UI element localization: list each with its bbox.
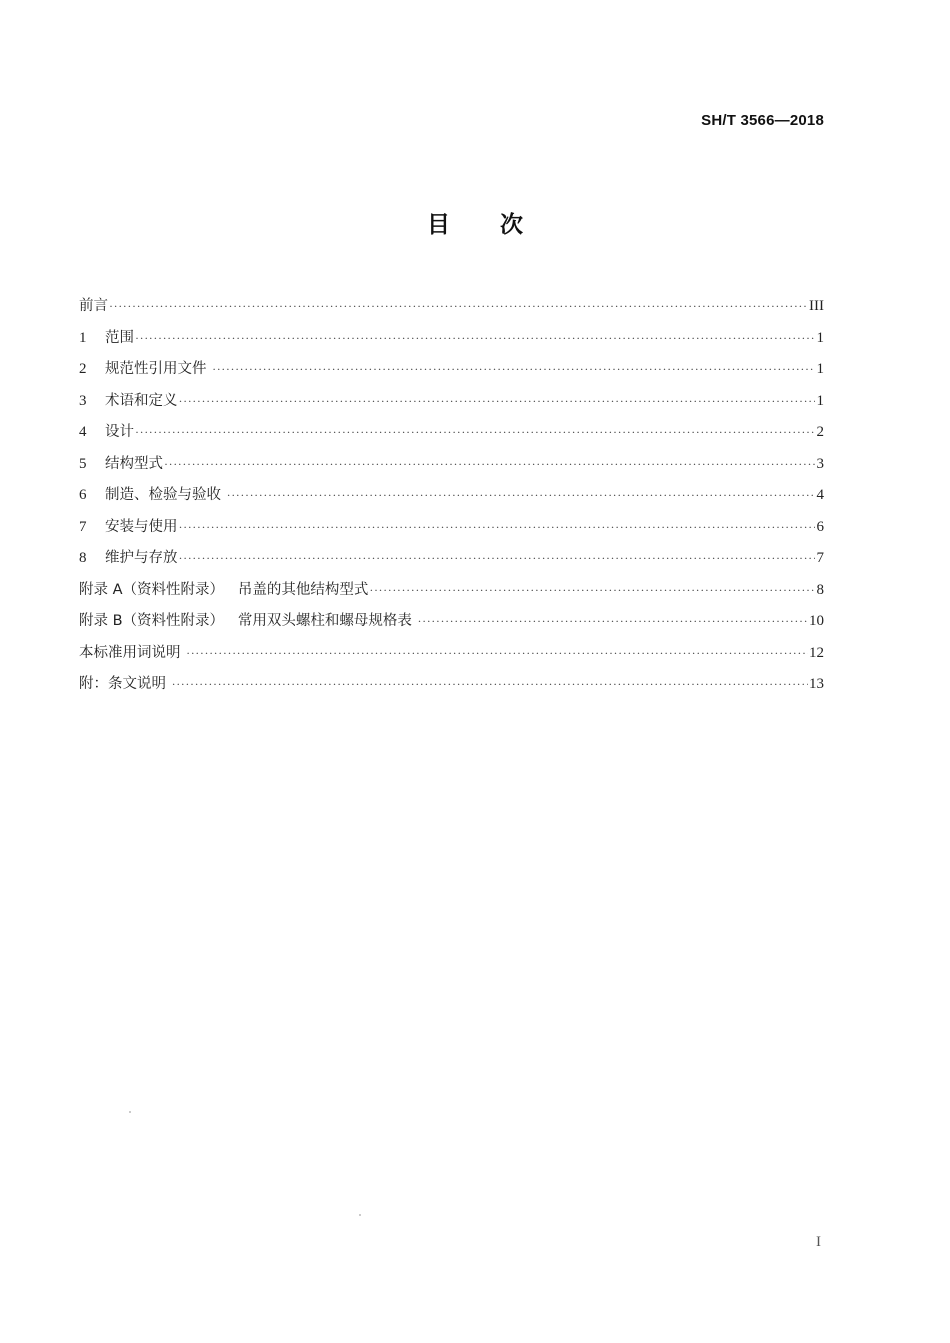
toc-num: 5 — [79, 455, 87, 472]
toc-page: 1 — [816, 361, 824, 377]
toc-num: 7 — [79, 518, 87, 535]
toc-label: 制造、检验与验收 — [105, 487, 226, 503]
toc-entry-foreword[interactable] — [79, 294, 824, 326]
toc-leader-dots — [369, 583, 815, 598]
toc-leader-dots — [179, 520, 816, 535]
toc-label: 附：条文说明 — [79, 676, 171, 692]
toc-entry-structure[interactable] — [79, 452, 824, 484]
toc-page: 7 — [816, 550, 824, 566]
toc-page: 4 — [816, 487, 824, 503]
toc-num: 1 — [79, 329, 87, 346]
scan-speck — [129, 1111, 131, 1113]
toc-label: 范围 — [105, 329, 134, 346]
toc-leader-dots — [135, 331, 815, 346]
toc-page: 10 — [809, 613, 824, 629]
toc-num: 8 — [79, 550, 87, 566]
toc-num: 4 — [79, 424, 87, 440]
toc-leader-dots — [164, 457, 815, 472]
toc-entry-appendix-a[interactable] — [79, 578, 824, 610]
toc-entry-appendix-b[interactable] — [79, 609, 824, 641]
toc-label: 前言 — [79, 298, 108, 314]
standard-code: SH/T 3566—2018 — [701, 112, 824, 129]
page-title — [0, 206, 950, 239]
toc-leader-dots — [186, 646, 808, 661]
toc-page: 1 — [816, 392, 824, 409]
toc-page: 13 — [809, 676, 824, 692]
toc-page: 8 — [816, 581, 824, 598]
toc-label: 规范性引用文件 — [105, 361, 212, 377]
toc-entry-normative-references[interactable] — [79, 357, 824, 389]
toc-label: 安装与使用 — [105, 518, 178, 535]
toc-leader-dots — [109, 299, 808, 314]
toc-leader-dots — [212, 362, 815, 377]
toc-num: 2 — [79, 361, 87, 377]
title-char-2: 次 — [500, 212, 523, 238]
toc-entry-terms[interactable] — [79, 389, 824, 421]
toc-num: 3 — [79, 392, 87, 409]
toc-label: 维护与存放 — [105, 550, 178, 566]
toc-label: 术语和定义 — [105, 392, 178, 409]
toc-label: 本标准用词说明 — [79, 644, 186, 661]
toc-label: 结构型式 — [105, 455, 163, 472]
toc-num: 6 — [79, 487, 87, 503]
toc-page: 12 — [809, 644, 824, 661]
toc-page: III — [809, 298, 824, 314]
toc-entry-scope[interactable] — [79, 326, 824, 358]
toc-leader-dots — [227, 488, 815, 503]
toc-label: 附录 B（资料性附录） 常用双头螺柱和螺母规格表 — [79, 613, 417, 629]
toc-entry-installation[interactable] — [79, 515, 824, 547]
toc-entry-maintenance[interactable] — [79, 546, 824, 578]
title-char-1: 目 — [427, 212, 450, 238]
toc-page: 1 — [816, 329, 824, 346]
toc-label: 附录 A（资料性附录） 吊盖的其他结构型式 — [79, 581, 369, 598]
toc-leader-dots — [172, 677, 808, 692]
toc-leader-dots — [135, 425, 815, 440]
toc-entry-manufacturing[interactable] — [79, 483, 824, 515]
toc-leader-dots — [179, 551, 816, 566]
toc-page: 2 — [816, 424, 824, 440]
toc-entry-design[interactable] — [79, 420, 824, 452]
page-number: I — [816, 1234, 821, 1250]
toc-page: 3 — [816, 455, 824, 472]
toc-label: 设计 — [105, 424, 134, 440]
toc-leader-dots — [179, 394, 816, 409]
toc-entry-explanation[interactable] — [79, 672, 824, 704]
toc-leader-dots — [418, 614, 809, 629]
scan-speck — [359, 1214, 361, 1216]
table-of-contents — [79, 294, 824, 704]
toc-page: 6 — [816, 518, 824, 535]
toc-entry-wording[interactable] — [79, 641, 824, 673]
